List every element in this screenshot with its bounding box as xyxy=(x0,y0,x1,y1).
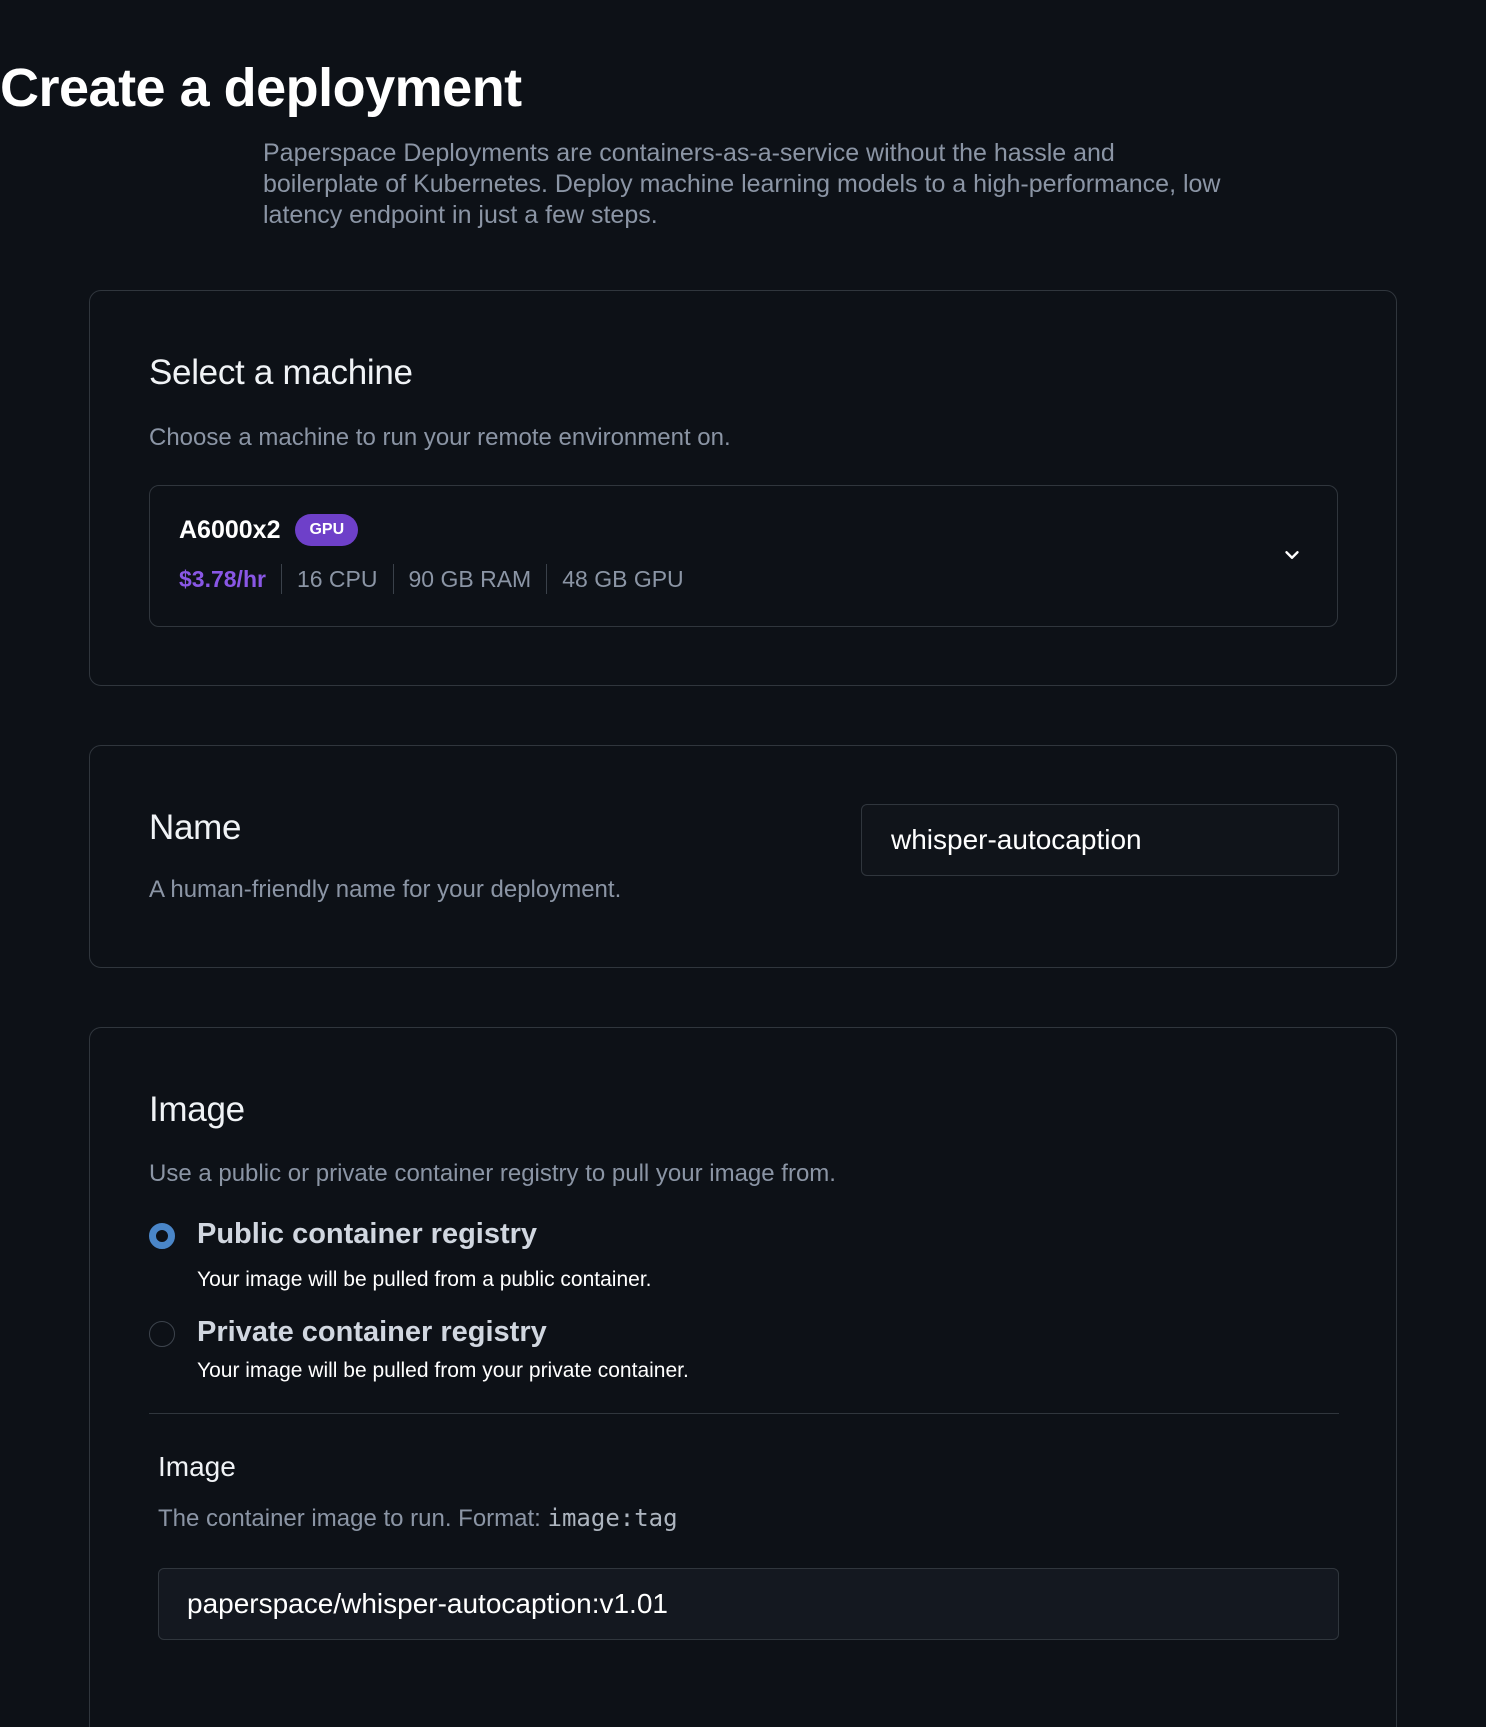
machine-card xyxy=(89,290,1397,686)
machine-select-dropdown[interactable] xyxy=(149,485,1338,627)
gpu-badge: GPU xyxy=(295,514,358,546)
machine-specs xyxy=(179,564,699,594)
private-registry-radio[interactable] xyxy=(149,1321,175,1347)
image-field-title: Image xyxy=(158,1451,236,1482)
machine-name: A6000x2 xyxy=(179,515,281,544)
machine-cpu: 16 CPU xyxy=(281,564,393,594)
image-field-description-text: The container image to run. Format: xyxy=(158,1505,548,1532)
image-format-code: image:tag xyxy=(547,1504,678,1532)
private-registry-help: Your image will be pulled from your private container. xyxy=(197,1359,689,1382)
public-registry-radio[interactable] xyxy=(149,1223,175,1249)
public-registry-label: Public container registry xyxy=(197,1218,538,1250)
deployment-name-input[interactable] xyxy=(861,804,1339,876)
image-card xyxy=(89,1027,1397,1727)
image-section-title: Image xyxy=(149,1090,245,1129)
machine-price: $3.78/hr xyxy=(179,566,266,592)
machine-gpu: 48 GB GPU xyxy=(546,564,698,594)
page-title: Create a deployment xyxy=(0,58,522,118)
chevron-down-icon[interactable] xyxy=(1281,544,1303,566)
private-registry-label: Private container registry xyxy=(197,1316,547,1348)
image-field-description xyxy=(158,1504,678,1533)
image-section-description: Use a public or private container registry to pull your image from. xyxy=(149,1160,836,1187)
public-registry-help: Your image will be pulled from a public container. xyxy=(197,1268,652,1291)
machine-name-row xyxy=(179,514,358,546)
machine-ram: 90 GB RAM xyxy=(393,564,547,594)
name-card xyxy=(89,745,1397,968)
machine-section-description: Choose a machine to run your remote environment on. xyxy=(149,424,731,451)
name-section-description: A human-friendly name for your deployment. xyxy=(149,876,622,903)
section-divider xyxy=(149,1413,1339,1414)
container-image-input[interactable] xyxy=(158,1568,1339,1640)
name-section-title: Name xyxy=(149,808,242,847)
machine-section-title: Select a machine xyxy=(149,353,413,392)
page-subtitle: Paperspace Deployments are containers-as-a-service without the hassle and boilerplate of Kubernetes. Deploy machine learning models to a high-performance, low latency endpoint in just a few steps. xyxy=(263,139,1221,229)
